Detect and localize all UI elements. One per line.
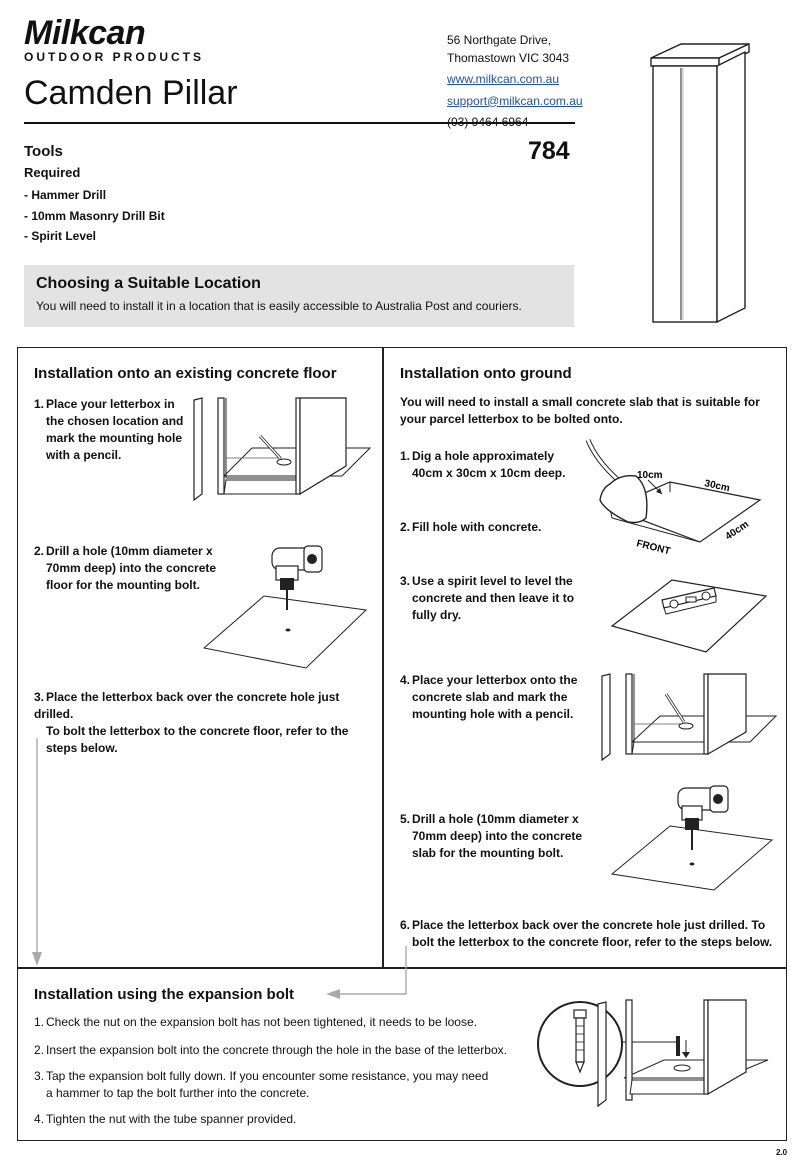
tools-subheading: Required [24,165,81,180]
model-number: 784 [528,137,570,165]
step-line: Drill a hole (10mm diameter x [412,812,579,826]
hole-depth-label: 10cm [637,470,663,481]
spirit-level-illustration [610,566,770,656]
ground-step-1 [400,448,580,482]
step-number: 4. [34,1112,45,1126]
contact-block [447,32,583,132]
step-number: 3. [34,690,45,704]
step-number: 2. [34,1043,45,1057]
ground-step-5 [400,811,600,862]
step-line: with a pencil. [46,448,122,462]
ground-step-6 [400,917,780,951]
step-line: Check the nut on the expansion bolt has not been tightened, it needs to be loose. [46,1015,477,1029]
step-line: concrete and then leave it to [412,591,575,605]
step-number: 5. [400,812,411,826]
version-label: 2.0 [776,1148,788,1157]
step-line: floor for the mounting bolt. [46,578,200,592]
step-number: 2. [34,544,45,558]
step-line: bolt the letterbox to the concrete floor, refer to the steps below. [412,935,773,949]
step-line: Tighten the nut with the tube spanner provided. [46,1112,297,1126]
step-number: 1. [400,449,411,463]
step-line: slab for the mounting bolt. [412,846,564,860]
location-text: You will need to install it in a location that is easily accessible to Australia Post and couriers. [36,299,522,313]
tool-item: - Spirit Level [24,229,97,243]
step-line: Fill hole with concrete. [412,520,542,534]
step-line: 40cm x 30cm x 10cm deep. [412,466,566,480]
location-heading: Choosing a Suitable Location [36,275,261,292]
concrete-floor-heading: Installation onto an existing concrete floor [34,365,337,382]
tool-item: - 10mm Masonry Drill Bit [24,208,165,223]
dig-hole-illustration [580,430,780,558]
shovel-icon [588,440,647,523]
letterbox-marking-illustration [192,396,372,504]
step-number: 1. [34,1015,45,1029]
ground-intro: You will need to install a small concrete slab that is suitable for your parcel letterbox to be bolted onto. [400,395,760,426]
hole-length-label: 40cm [723,519,751,543]
drill-floor-illustration [200,540,370,670]
step-line: Place your letterbox in [46,397,175,411]
step-line: a hammer to tap the bolt further into the concrete. [46,1086,310,1100]
step-line: 70mm deep) into the concrete [46,561,217,575]
expansion-bolt-illustration [534,996,774,1108]
ground-heading: Installation onto ground [400,365,572,382]
step-number: 1. [34,397,45,411]
step-number: 3. [34,1069,45,1083]
expansion-bolt-heading: Installation using the expansion bolt [34,986,295,1003]
step-line: steps below. [46,741,118,755]
bolt-step-3 [34,1068,534,1102]
bolt-step-1 [34,1014,534,1031]
ground-step-4 [400,672,590,723]
step-line: the chosen location and [46,414,184,428]
step-line: Dig a hole approximately [412,449,555,463]
step-number: 2. [400,520,411,534]
address-line-2: Thomastown VIC 3043 [447,50,570,65]
step-line: To bolt the letterbox to the concrete floor, refer to the [46,724,349,738]
website-link[interactable]: www.milkcan.com.au [447,72,560,86]
ground-step-2 [400,519,580,536]
pillar-illustration [645,38,750,328]
address-line-1: 56 Northgate Drive, [447,33,552,47]
step-line: mark the mounting hole [46,431,183,445]
step-line: Place your letterbox onto the [412,673,578,687]
step-number: 3. [400,574,411,588]
step-line: Place the letterbox back over the concrete hole just drilled. [34,690,340,721]
floor-step-1 [34,396,194,464]
column-divider [382,347,384,968]
tools-list [24,185,165,247]
step-line: mounting hole with a pencil. [412,707,574,721]
step-line: 70mm deep) into the concrete [412,829,583,843]
bolt-step-2 [34,1042,534,1059]
product-name-light: Pillar [161,74,238,112]
step-line: fully dry. [412,608,462,622]
brand-tagline: OUTDOOR PRODUCTS [24,50,204,64]
tools-heading: Tools [24,143,63,160]
product-name-bold: Camden [24,74,153,112]
bolt-step-4 [34,1111,534,1128]
arrow-left-icon [322,946,412,1000]
letterbox-slab-illustration [600,672,780,762]
step-line: Place the letterbox back over the concrete hole just drilled. To [412,918,766,932]
step-line: Drill a hole (10mm diameter x [46,544,213,558]
step-line: Tap the expansion bolt fully down. If you encounter some resistance, you may need [46,1069,489,1083]
step-line: concrete slab and mark the [412,690,568,704]
brand-logo: Milkcan [24,14,146,52]
email-link[interactable]: support@milkcan.com.au [447,93,583,108]
header-divider [24,122,575,124]
step-line: Use a spirit level to level the [412,574,573,588]
step-line: Insert the expansion bolt into the concrete through the hole in the base of the letterbox. [46,1043,507,1057]
drill-slab-illustration [608,782,778,892]
arrow-down-icon [30,738,44,970]
tool-item: - Hammer Drill [24,188,107,202]
step-number: 4. [400,673,411,687]
hole-width-label: 30cm [703,478,731,495]
product-title [24,74,238,113]
ground-step-3 [400,573,580,624]
floor-step-3 [34,689,374,757]
step-number: 6. [400,918,411,932]
expansion-bolt-icon [574,1010,586,1072]
hole-front-label: FRONT [635,538,672,558]
